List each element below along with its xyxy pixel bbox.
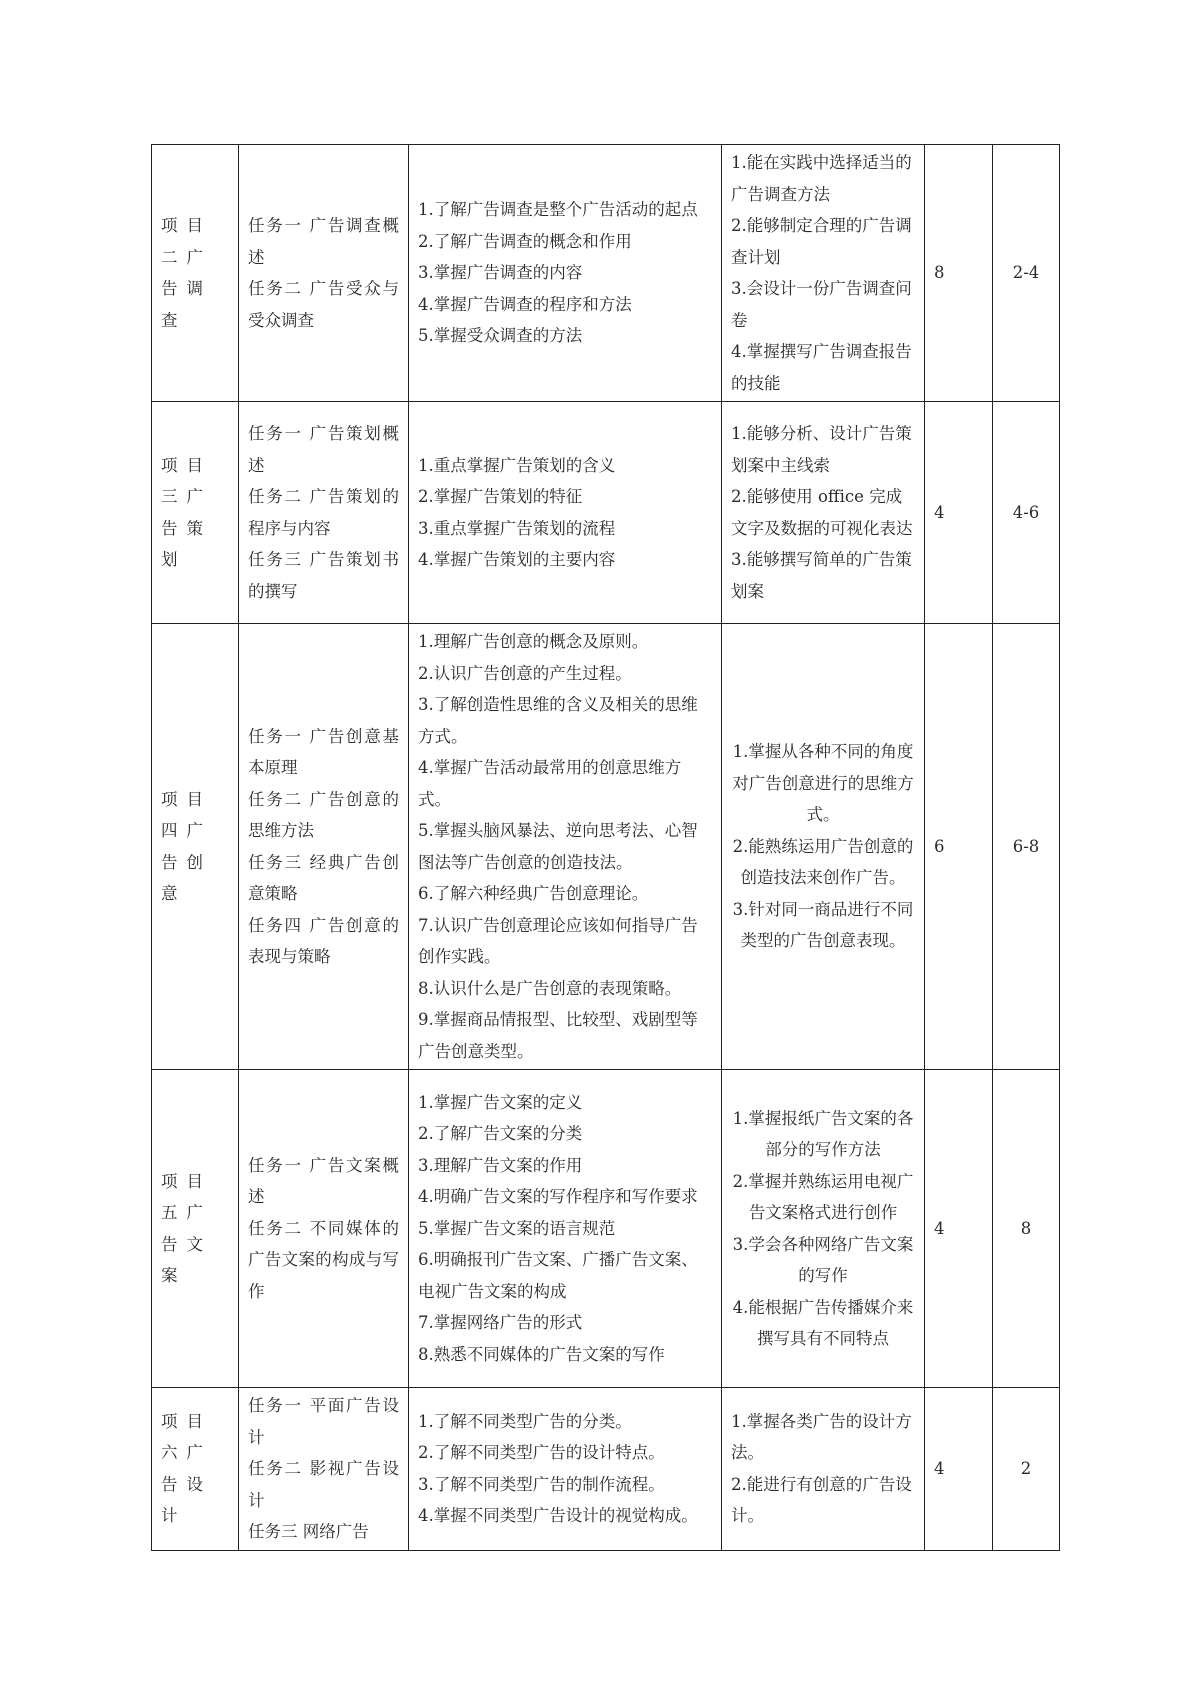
knowledge-item: 4.掌握广告活动最常用的创意思维方式。 (418, 758, 682, 809)
knowledge-item: 6.明确报刊广告文案、广播广告文案、电视广告文案的构成 (418, 1250, 698, 1301)
project-cell: 项目六广告设计 (152, 1388, 239, 1551)
knowledge-item: 5.掌握头脑风暴法、逆向思考法、心智图法等广告创意的创造技法。 (418, 821, 698, 872)
knowledge-item: 3.了解不同类型广告的制作流程。 (418, 1474, 665, 1494)
task-item: 任务一 广告策划概述 (248, 424, 399, 475)
knowledge-item: 7.掌握网络广告的形式 (418, 1313, 583, 1333)
skill-item: 3.学会各种网络广告文案的写作 (732, 1234, 914, 1285)
skills-cell (722, 402, 925, 624)
knowledge-item: 2.了解不同类型广告的设计特点。 (418, 1443, 665, 1463)
task-item: 任务二 影视广告设计 (248, 1459, 399, 1510)
task-item: 任务二 广告策划的程序与内容 (248, 487, 399, 538)
knowledge-item: 7.认识广告创意理论应该如何指导广告创作实践。 (418, 915, 698, 966)
hours-cell: 6 (925, 624, 993, 1070)
skill-item: 2.能进行有创意的广告设计。 (731, 1474, 912, 1526)
table-row (152, 402, 1060, 624)
knowledge-cell (409, 145, 722, 402)
task-item: 任务一 广告文案概述 (248, 1155, 399, 1207)
knowledge-cell (409, 1388, 722, 1551)
skill-item: 4.掌握撰写广告调查报告的技能 (731, 342, 912, 393)
task-item: 任务四 广告创意的表现与策略 (248, 915, 399, 966)
knowledge-item: 2.了解广告文案的分类 (418, 1124, 583, 1144)
task-item: 任务一 广告创意基本原理 (248, 726, 399, 777)
skill-item: 1.掌握报纸广告文案的各部分的写作方法 (732, 1108, 914, 1159)
table-row (152, 1070, 1060, 1388)
hours-cell: 4 (925, 402, 993, 624)
knowledge-item: 5.掌握受众调查的方法 (418, 326, 583, 346)
skill-item: 2.掌握并熟练运用电视广告文案格式进行创作 (732, 1171, 914, 1222)
task-item: 任务三 经典广告创意策略 (248, 852, 399, 903)
skill-item: 1.掌握各类广告的设计方法。 (731, 1411, 912, 1463)
hours-cell: 4 (925, 1388, 993, 1551)
knowledge-item: 2.认识广告创意的产生过程。 (418, 663, 632, 683)
knowledge-item: 4.掌握不同类型广告设计的视觉构成。 (418, 1506, 698, 1526)
skill-item: 1.能在实践中选择适当的广告调查方法 (731, 153, 912, 204)
skill-item: 1.掌握从各种不同的角度对广告创意进行的思维方式。 (732, 742, 914, 825)
project-cell: 项目四广告创意 (152, 624, 239, 1070)
knowledge-item: 3.掌握广告调查的内容 (418, 263, 583, 283)
knowledge-item: 2.掌握广告策划的特征 (418, 487, 583, 506)
hours-cell: 4 (925, 1070, 993, 1388)
weeks-cell: 2-4 (993, 145, 1060, 402)
skill-item: 2.能够使用 office 完成文字及数据的可视化表达 (731, 487, 913, 538)
task-item: 任务一 广告调查概述 (248, 216, 399, 267)
weeks-cell: 4-6 (993, 402, 1060, 624)
task-item: 任务三 广告策划书的撰写 (248, 550, 399, 601)
knowledge-item: 4.掌握广告调查的程序和方法 (418, 294, 632, 314)
knowledge-item: 6.了解六种经典广告创意理论。 (418, 884, 649, 903)
skill-item: 2.能够制定合理的广告调查计划 (731, 216, 912, 267)
knowledge-item: 3.理解广告文案的作用 (418, 1155, 583, 1175)
course-plan-table (151, 144, 1060, 1551)
skill-item: 1.能够分析、设计广告策划案中主线索 (731, 424, 912, 475)
skills-cell (722, 1388, 925, 1551)
weeks-cell: 8 (993, 1070, 1060, 1388)
knowledge-cell (409, 402, 722, 624)
table-row (152, 624, 1060, 1070)
task-item: 任务二 广告创意的思维方法 (248, 789, 399, 840)
skills-cell (722, 624, 925, 1070)
tasks-cell (239, 1070, 409, 1388)
knowledge-item: 9.掌握商品情报型、比较型、戏剧型等广告创意类型。 (418, 1010, 698, 1061)
knowledge-item: 3.了解创造性思维的含义及相关的思维方式。 (418, 695, 698, 746)
knowledge-item: 8.认识什么是广告创意的表现策略。 (418, 978, 682, 998)
project-cell: 项目二广告调查 (152, 145, 239, 402)
knowledge-item: 8.熟悉不同媒体的广告文案的写作 (418, 1344, 665, 1364)
knowledge-cell (409, 1070, 722, 1388)
table-row (152, 145, 1060, 402)
knowledge-item: 1.理解广告创意的概念及原则。 (418, 632, 649, 651)
knowledge-item: 1.了解广告调查是整个广告活动的起点 (418, 200, 698, 220)
project-cell: 项目五广告文案 (152, 1070, 239, 1388)
weeks-cell: 6-8 (993, 624, 1060, 1070)
skills-cell (722, 1070, 925, 1388)
tasks-cell (239, 624, 409, 1070)
knowledge-item: 1.重点掌握广告策划的含义 (418, 455, 616, 475)
knowledge-item: 4.明确广告文案的写作程序和写作要求 (418, 1187, 698, 1207)
skills-cell (722, 145, 925, 402)
tasks-cell (239, 402, 409, 624)
skill-item: 2.能熟练运用广告创意的创造技法来创作广告。 (732, 836, 914, 888)
knowledge-item: 3.重点掌握广告策划的流程 (418, 518, 616, 538)
skill-item: 3.能够撰写简单的广告策划案 (731, 550, 912, 601)
skill-item: 4.能根据广告传播媒介来撰写具有不同特点 (732, 1297, 914, 1348)
task-item: 任务二 不同媒体的广告文案的构成与写作 (248, 1218, 399, 1301)
weeks-cell: 2 (993, 1388, 1060, 1551)
task-item: 任务一 平面广告设计 (248, 1396, 399, 1447)
table-row (152, 1388, 1060, 1551)
knowledge-item: 2.了解广告调查的概念和作用 (418, 231, 632, 251)
knowledge-item: 4.掌握广告策划的主要内容 (418, 550, 616, 569)
knowledge-item: 1.了解不同类型广告的分类。 (418, 1411, 632, 1431)
project-cell: 项目三广告策划 (152, 402, 239, 624)
tasks-cell (239, 145, 409, 402)
knowledge-item: 5.掌握广告文案的语言规范 (418, 1218, 616, 1238)
skill-item: 3.会设计一份广告调查问卷 (731, 279, 912, 330)
skill-item: 3.针对同一商品进行不同类型的广告创意表现。 (732, 899, 914, 951)
knowledge-cell (409, 624, 722, 1070)
tasks-cell (239, 1388, 409, 1551)
knowledge-item: 1.掌握广告文案的定义 (418, 1092, 583, 1112)
hours-cell: 8 (925, 145, 993, 402)
task-item: 任务二 广告受众与受众调查 (248, 279, 399, 330)
task-item: 任务三 网络广告 (248, 1522, 369, 1541)
